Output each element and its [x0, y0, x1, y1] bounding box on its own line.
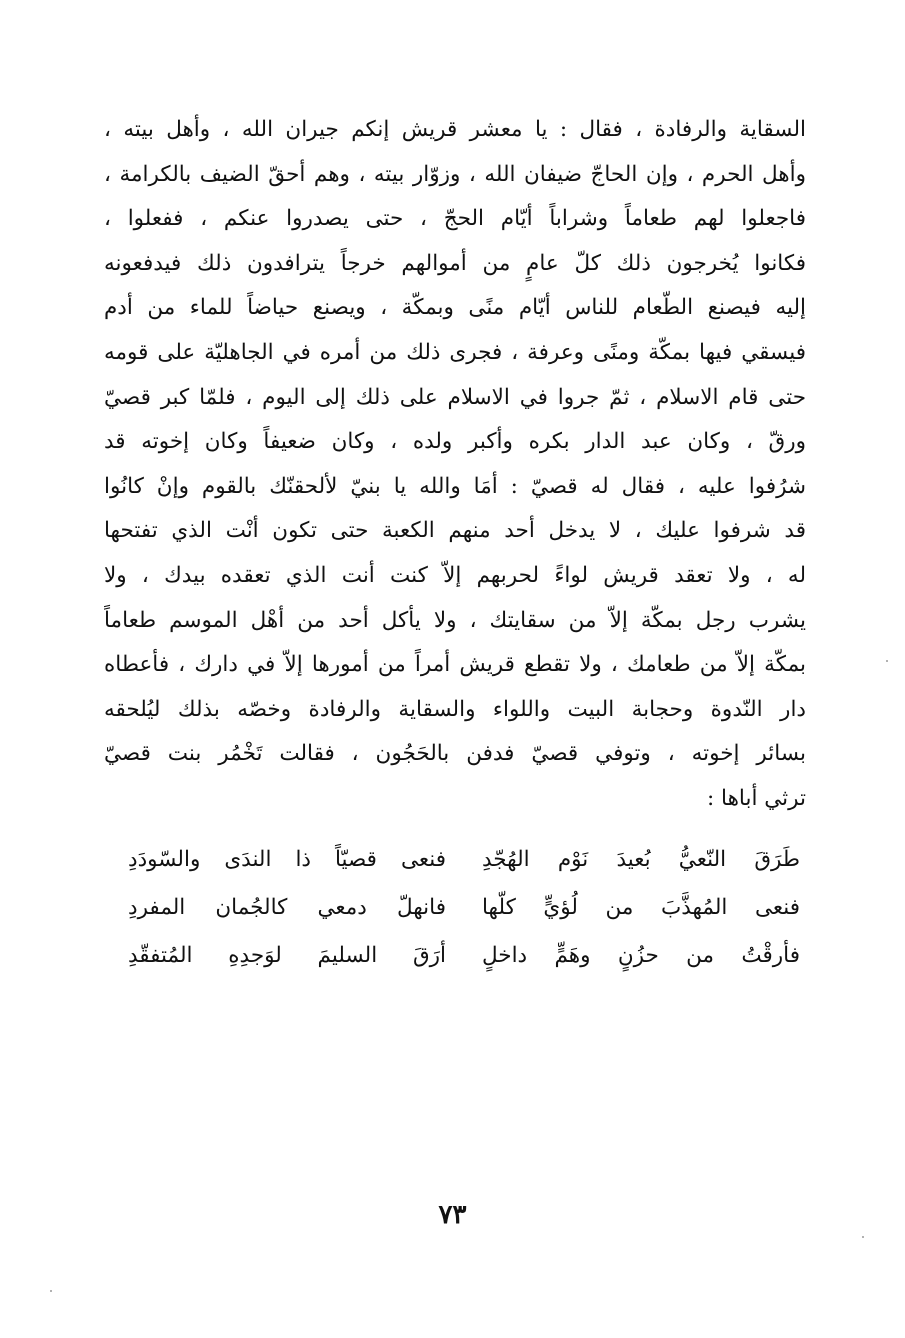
- prose-paragraph: [104, 108, 806, 822]
- prose-line: ترثي أباها :: [706, 785, 806, 811]
- prose-line: إليه فيصنع الطّعام للناس أيّام منًى وبمكّة ، ويصنع حياضاً للماء من أدم: [104, 295, 806, 321]
- verse-second-hemistich: فانهلّ دمعي كالجُمان المفردِ: [128, 895, 446, 920]
- prose-line: السقاية والرفادة ، فقال : يا معشر قريش إنكم جيران الله ، وأهل بيته ،: [104, 117, 806, 142]
- prose-line: شرُفوا عليه ، فقال له قصيّ : أمَا والله يا بنيّ لألحقنّك بالقوم وإنْ كانُوا: [104, 473, 806, 499]
- paper-speck: [862, 1236, 864, 1238]
- paper-speck: [886, 660, 888, 662]
- prose-line: بمكّة إلاّ من طعامك ، ولا تقطع قريش أمراً من أمورها إلاّ في دارك ، فأعطاه: [104, 652, 806, 678]
- paper-speck: [50, 1290, 52, 1292]
- prose-line: يشرب رجل بمكّة إلاّ من سقايتك ، ولا يأكل أحد من أهْل الموسم طعاماً: [104, 607, 806, 633]
- poem-verse: [128, 884, 800, 932]
- prose-line: فاجعلوا لهم طعاماً وشراباً أيّام الحجّ ، حتى يصدروا عنكم ، ففعلوا ،: [104, 206, 806, 232]
- prose-line: فكانوا يُخرجون ذلك كلّ عامٍ من أموالهم خرجاً يترافدون ذلك فيدفعونه: [104, 250, 806, 276]
- verse-first-hemistich: فنعى المُهذَّبَ من لُؤيٍّ كلّها: [482, 895, 800, 920]
- page-number: ٧٣: [438, 1200, 467, 1230]
- poem-verses: [128, 836, 800, 980]
- prose-line: بسائر إخوته ، وتوفي قصيّ فدفن بالحَجُون ، فقالت تَخْمُر بنت قصيّ: [104, 741, 806, 767]
- prose-line: فيسقي فيها بمكّة ومنًى وعرفة ، فجرى ذلك من أمره في الجاهليّة على قومه: [104, 339, 806, 365]
- verse-first-hemistich: طَرَقَ النّعيُّ بُعيدَ نَوْم الهُجّدِ: [482, 847, 800, 872]
- prose-line: ورقّ ، وكان عبد الدار بكره وأكبر ولده ، وكان ضعيفاً وكان إخوته قد: [104, 429, 806, 455]
- verse-first-hemistich: فأرقْتُ من حزُنٍ وهَمٍّ داخلٍ: [482, 943, 800, 968]
- prose-line: وأهل الحرم ، وإن الحاجّ ضيفان الله ، وزوّار بيته ، وهم أحقّ الضيف بالكرامة ،: [104, 161, 806, 187]
- poem-verse: [128, 836, 800, 884]
- poem-verse: [128, 932, 800, 980]
- prose-line: له ، ولا تعقد قريش لواءً لحربهم إلاّ كنت أنت الذي تعقده بيدك ، ولا: [104, 562, 806, 588]
- verse-second-hemistich: فنعى قصيّاً ذا الندَى والسّودَدِ: [128, 847, 446, 872]
- prose-line: قد شرفوا عليك ، لا يدخل أحد منهم الكعبة حتى تكون أنْت الذي تفتحها: [104, 518, 806, 544]
- prose-line: حتى قام الاسلام ، ثمّ جروا في الاسلام على ذلك إلى اليوم ، فلمّا كبر قصيّ: [104, 384, 806, 410]
- verse-second-hemistich: أرَقَ السليمَ لوَجدِهِ المُتفقّدِ: [128, 943, 446, 968]
- prose-line: دار النّدوة وحجابة البيت واللواء والسقاية والرفادة وخصّه بذلك ليُلحقه: [104, 696, 806, 722]
